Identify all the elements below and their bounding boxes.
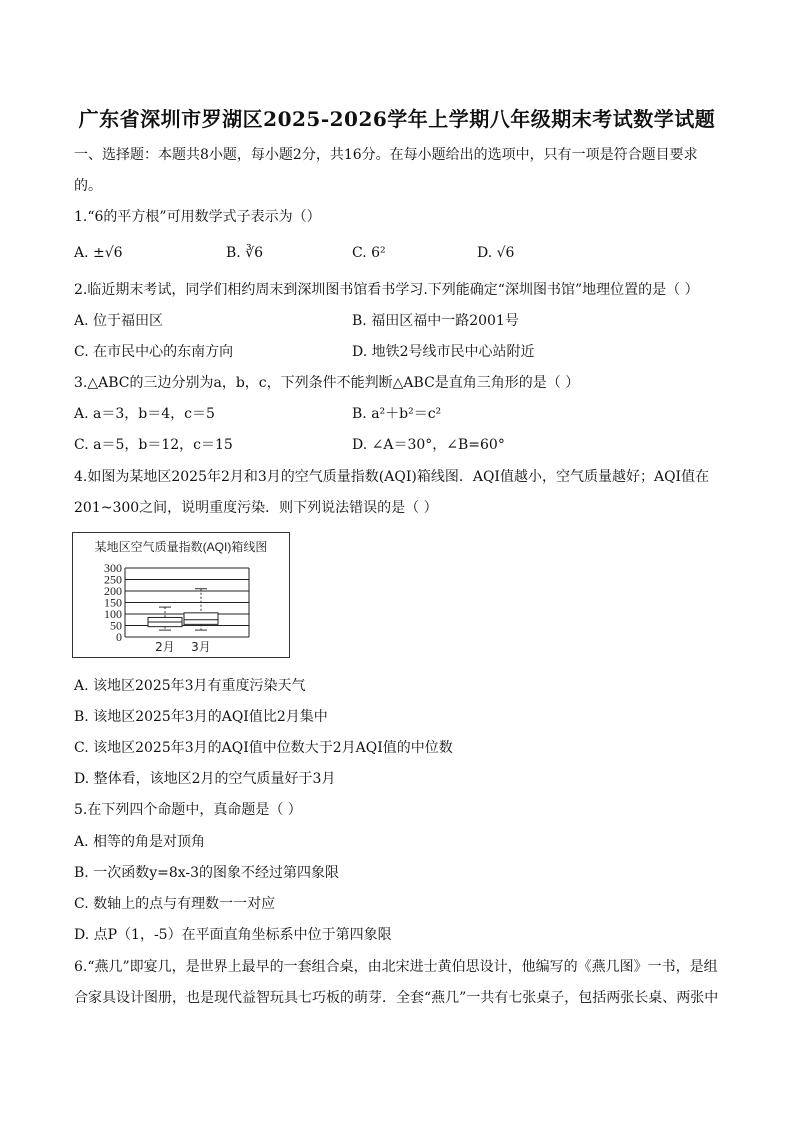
y-tick-label: 50 — [110, 618, 122, 633]
q4-stem-line1: 4.如图为某地区2025年2月和3月的空气质量指数(AQI)箱线图．AQI值越小，空气质量越好；AQI值在 — [74, 469, 710, 485]
q1-option-d: D. √6 — [477, 245, 515, 261]
q4-option-d: D. 整体看，该地区2月的空气质量好于3月 — [74, 771, 336, 787]
q2-option-c: C. 在市民中心的东南方向 — [74, 344, 234, 360]
q4-option-a: A. 该地区2025年3月有重度污染天气 — [74, 678, 306, 694]
q3-option-c: C. a＝5，b＝12，c＝15 — [74, 437, 233, 453]
q2-option-a: A. 位于福田区 — [74, 313, 164, 329]
q4-stem-line2: 201~300之间，说明重度污染．则下列说法错误的是（ ） — [74, 500, 438, 516]
exam-title: 广东省深圳市罗湖区2025-2026学年上学期八年级期末考试数学试题 — [78, 107, 716, 131]
q3-option-b: B. a²＋b²＝c² — [352, 406, 442, 422]
q5-stem: 5.在下列四个命题中，真命题是（ ） — [74, 802, 302, 818]
section-instruction-line2: 的。 — [74, 178, 102, 194]
q1-stem: 1.“6的平方根”可用数学式子表示为（） — [74, 209, 321, 225]
q6-stem-line1: 6.“燕几”即宴几，是世界上最早的一套组合桌，由北宋进士黄伯思设计，他编写的《燕几图》一书，是组 — [74, 959, 718, 975]
q4-option-c: C. 该地区2025年3月的AQI值中位数大于2月AQI值的中位数 — [74, 740, 453, 756]
x-tick-label: 3月 — [191, 640, 211, 654]
q5-option-c: C. 数轴上的点与有理数一一对应 — [74, 896, 276, 912]
q5-option-d: D. 点P（1，-5）在平面直角坐标系中位于第四象限 — [74, 927, 392, 943]
y-tick-label: 100 — [104, 607, 122, 621]
q1-option-a: A. ±√6 — [74, 245, 123, 261]
y-tick-label: 150 — [104, 595, 122, 610]
box-plot-svg — [73, 533, 289, 657]
y-tick-label: 200 — [104, 584, 122, 598]
q2-stem: 2.临近期末考试，同学们相约周末到深圳图书馆看书学习.下列能确定“深圳图书馆”地理位置的是（ ） — [74, 282, 699, 298]
q4-option-b: B. 该地区2025年3月的AQI值比2月集中 — [74, 709, 328, 725]
y-tick-label: 250 — [104, 572, 122, 587]
q1-option-c: C. 6² — [352, 245, 386, 261]
q1-option-b: B. ∛6 — [226, 245, 264, 261]
q3-option-a: A. a＝3，b＝4，c＝5 — [74, 406, 215, 422]
q3-option-d: D. ∠A＝30°，∠B=60° — [352, 437, 505, 453]
q2-option-d: D. 地铁2号线市民中心站附近 — [352, 344, 535, 360]
q2-option-b: B. 福田区福中一路2001号 — [352, 313, 519, 329]
q5-option-b: B. 一次函数y=8x-3的图象不经过第四象限 — [74, 865, 340, 881]
y-tick-label: 0 — [116, 630, 122, 644]
q3-stem: 3.△ABC的三边分别为a，b，c，下列条件不能判断△ABC是直角三角形的是（ ） — [74, 375, 580, 391]
aqi-box-plot — [72, 532, 290, 658]
q6-stem-line2: 合家具设计图册，也是现代益智玩具七巧板的萌芽．全套“燕几”一共有七张桌子，包括两张长桌、两张中 — [74, 990, 719, 1006]
box-3月 — [184, 613, 218, 625]
q5-option-a: A. 相等的角是对顶角 — [74, 834, 206, 850]
x-tick-label: 2月 — [155, 640, 175, 654]
chart-title: 某地区空气质量指数(AQI)箱线图 — [94, 540, 268, 554]
y-tick-label: 300 — [104, 561, 122, 575]
section-instruction-line1: 一、选择题：本题共8小题，每小题2分，共16分。在每小题给出的选项中，只有一项是符合题目要求 — [74, 147, 698, 163]
